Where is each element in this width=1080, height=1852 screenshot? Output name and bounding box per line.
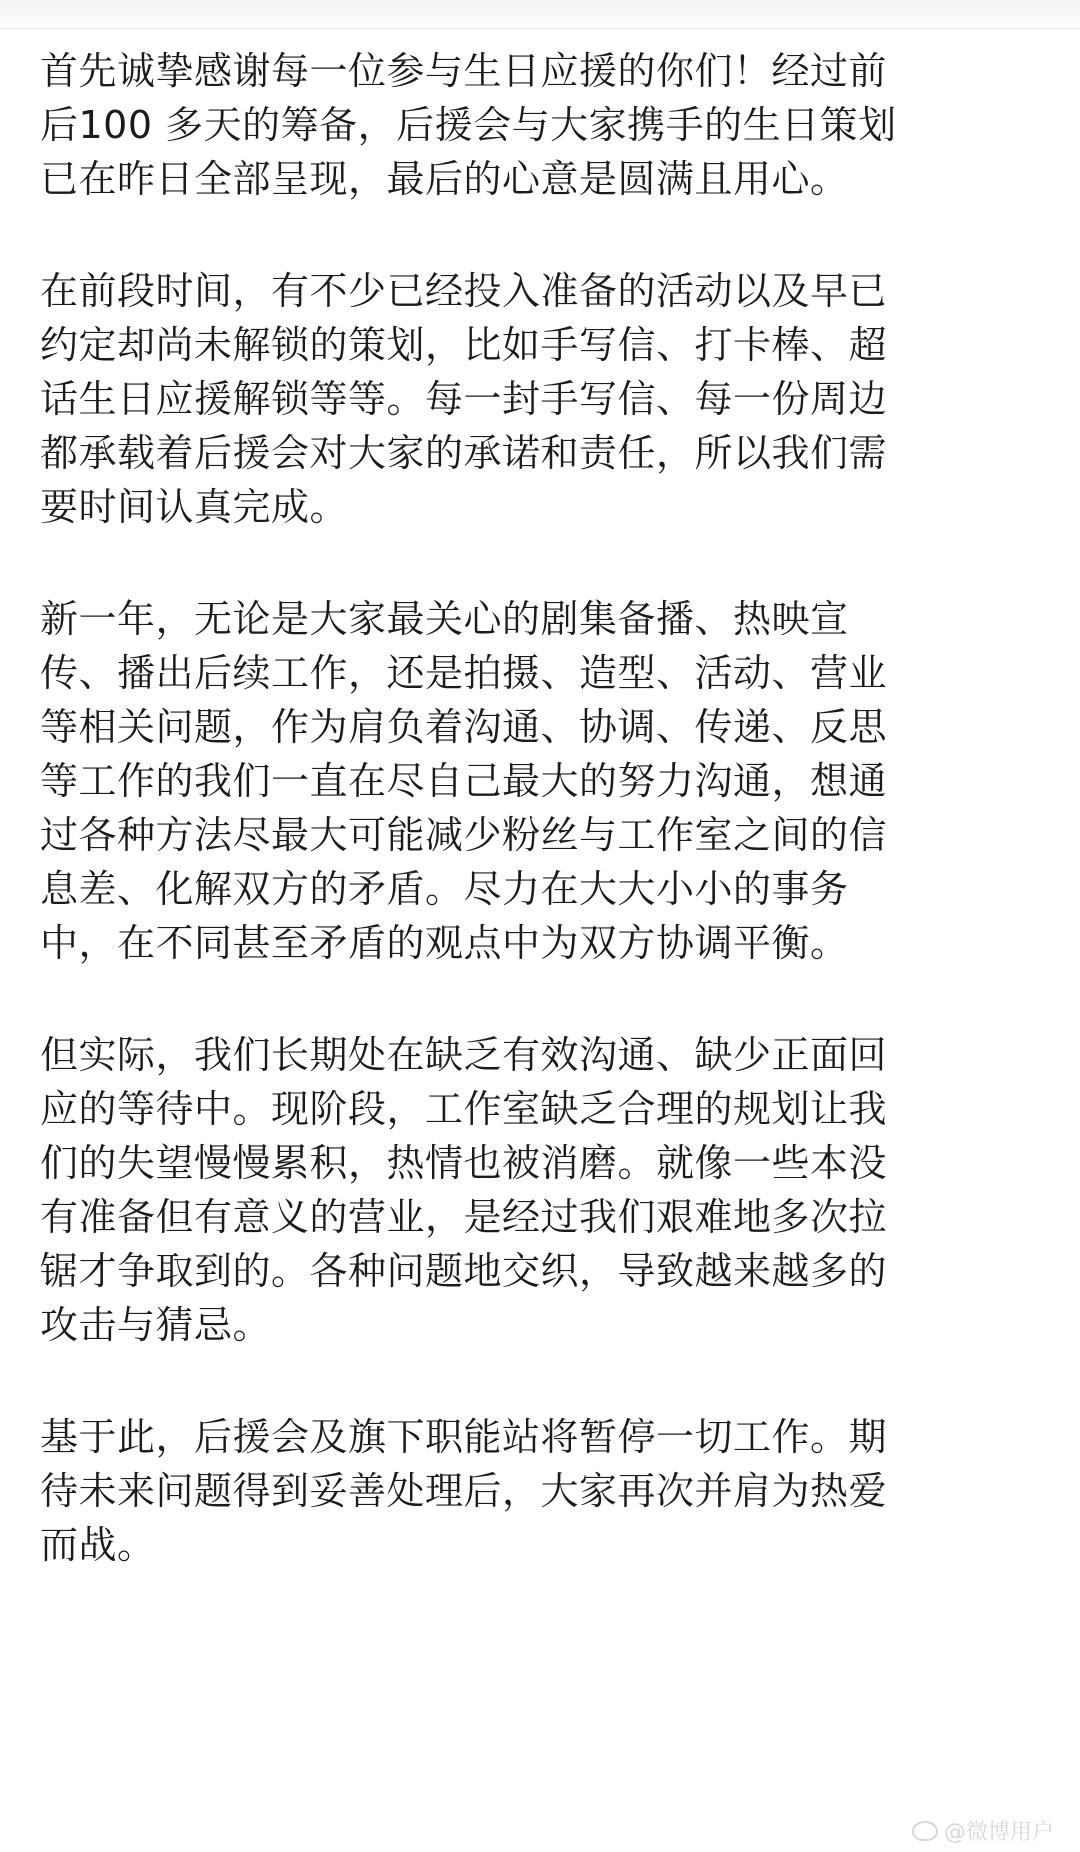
text-line: 在前段时间，有不少已经投入准备的活动以及早已 [40,269,888,313]
text-line: 中，在不同甚至矛盾的观点中为双方协调平衡。 [40,921,849,965]
text-line: 已在昨日全部呈现，最后的心意是圆满且用心。 [40,157,849,201]
paragraph-5 [40,1410,1050,1572]
text-line: 息差、化解双方的矛盾。尽力在大大小小的事务 [40,867,849,911]
text-line: 但实际，我们长期处在缺乏有效沟通、缺少正面回 [40,1033,888,1077]
text-line: 锯才争取到的。各种问题地交织，导致越来越多的 [40,1249,888,1293]
text-line: 后100 多天的筹备，后援会与大家携手的生日策划 [40,103,897,147]
text-line: 传、播出后续工作，还是拍摄、造型、活动、营业 [40,651,888,695]
text-line: 有准备但有意义的营业，是经过我们艰难地多次拉 [40,1195,888,1239]
text-line: 等工作的我们一直在尽自己最大的努力沟通，想通 [40,759,888,803]
paragraph-2 [40,264,1050,534]
text-line: 新一年，无论是大家最关心的剧集备播、热映宣 [40,597,849,641]
text-line: 们的失望慢慢累积，热情也被消磨。就像一些本没 [40,1141,888,1185]
text-line: 攻击与猜忌。 [40,1303,272,1347]
watermark [912,1815,1054,1846]
watermark-text: @微博用户 [943,1820,1054,1845]
paragraph-1 [40,44,1050,206]
paragraph-3 [40,592,1050,970]
text-line: 要时间认真完成。 [40,485,349,529]
text-line: 约定却尚未解锁的策划，比如手写信、打卡棒、超 [40,323,888,367]
document-body [40,44,1050,1630]
text-line: 应的等待中。现阶段，工作室缺乏合理的规划让我 [40,1087,888,1131]
text-line: 等相关问题，作为肩负着沟通、协调、传递、反思 [40,705,888,749]
top-divider [0,0,1080,29]
text-line: 首先诚挚感谢每一位参与生日应援的你们！经过前 [40,49,888,93]
text-line: 待未来问题得到妥善处理后，大家再次并肩为热爱 [40,1469,888,1513]
text-line: 而战。 [40,1523,156,1567]
text-line: 话生日应援解锁等等。每一封手写信、每一份周边 [40,377,888,421]
paragraph-4 [40,1028,1050,1352]
text-line: 过各种方法尽最大可能减少粉丝与工作室之间的信 [40,813,888,857]
text-line: 都承载着后援会对大家的承诺和责任，所以我们需 [40,431,888,475]
weibo-icon [912,1821,938,1841]
text-line: 基于此，后援会及旗下职能站将暂停一切工作。期 [40,1415,888,1459]
